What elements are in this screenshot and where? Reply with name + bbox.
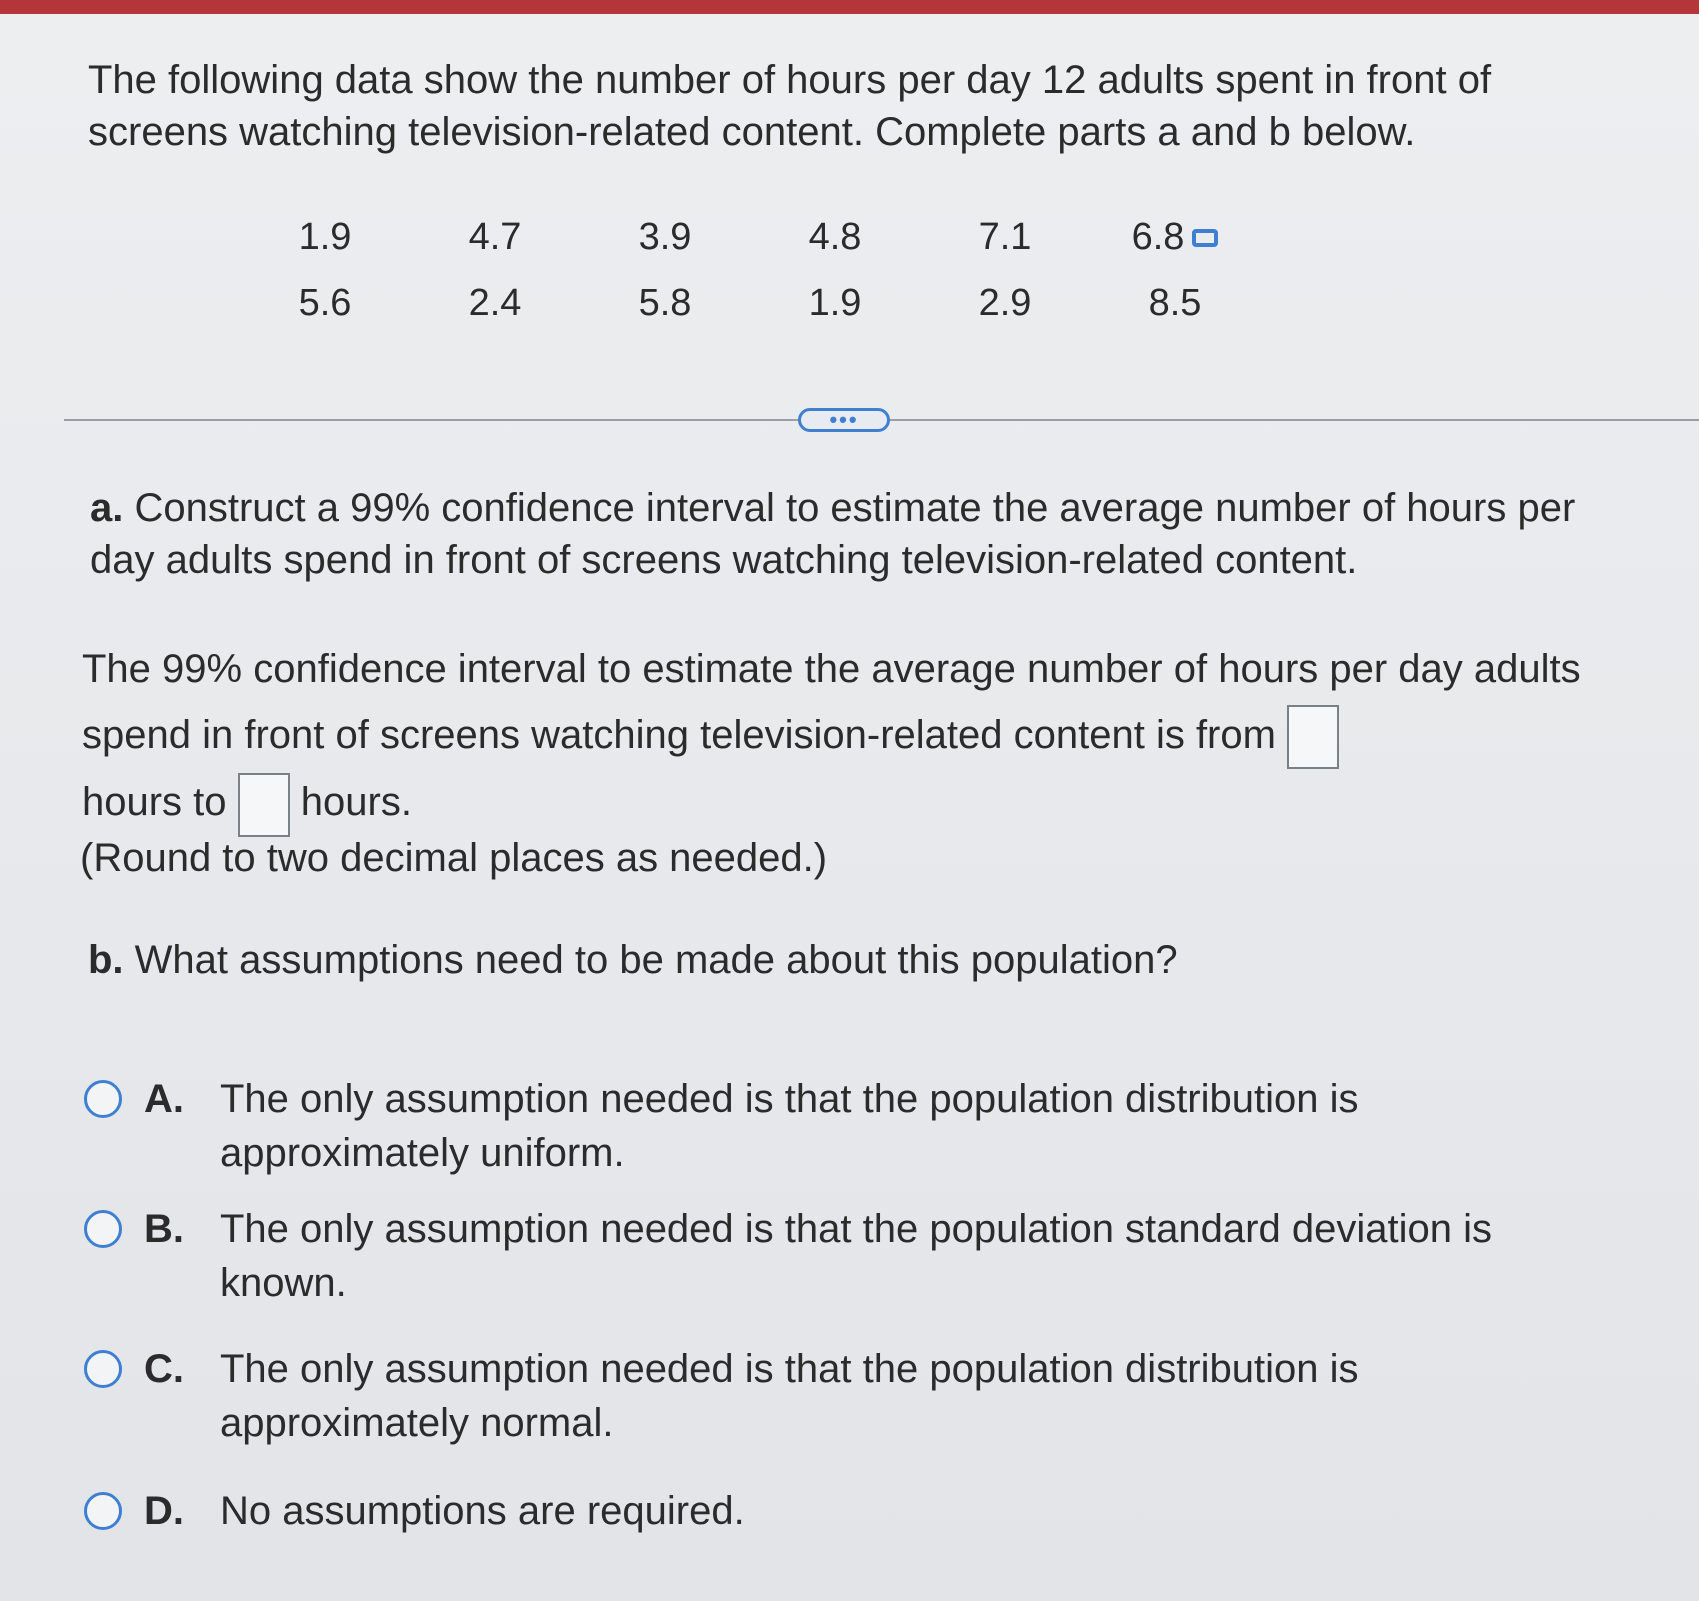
data-row <box>240 270 1260 336</box>
part-a-text: Construct a 99% confidence interval to estimate the average number of hours per day adults spend in front of screens watching television-related content. <box>90 486 1576 582</box>
part-b-text: What assumptions need to be made about this population? <box>134 938 1178 982</box>
option-text: The only assumption needed is that the population standard deviation is known. <box>220 1207 1492 1305</box>
part-a-answer <box>82 636 1642 837</box>
part-a-question <box>90 482 1650 586</box>
part-b-label: b. <box>88 938 124 982</box>
rounding-hint: (Round to two decimal places as needed.) <box>80 836 828 880</box>
top-color-strip <box>0 0 1699 14</box>
radio-button-icon[interactable] <box>84 1350 122 1388</box>
question-screen <box>0 14 1699 1601</box>
radio-button-icon[interactable] <box>84 1080 122 1118</box>
option-letter: D. <box>144 1489 184 1533</box>
data-cell: 2.9 <box>978 281 1032 324</box>
option-letter: C. <box>144 1347 184 1391</box>
question-intro: The following data show the number of hours per day 12 adults spent in front of screens watching television-related content. Complete parts a and b below. <box>88 58 1492 154</box>
data-row <box>240 204 1260 270</box>
data-cell: 1.9 <box>298 215 352 258</box>
option-letter: A. <box>144 1077 184 1121</box>
part-b-question <box>88 934 1178 986</box>
data-cell: 3.9 <box>638 215 692 258</box>
data-cell: 7.1 <box>978 215 1032 258</box>
data-cell: 4.7 <box>468 215 522 258</box>
answer-prefix: The 99% confidence interval to estimate the average number of hours per day adults spend in front of screens watching television-related content is from <box>82 647 1581 757</box>
data-cell: 8.5 <box>1148 281 1202 324</box>
upper-bound-input[interactable] <box>238 773 290 837</box>
answer-mid: hours to <box>82 780 227 825</box>
data-table <box>240 204 1260 336</box>
data-cell: 5.6 <box>298 281 352 324</box>
data-cell: 2.4 <box>468 281 522 324</box>
lower-bound-input[interactable] <box>1287 705 1339 769</box>
radio-button-icon[interactable] <box>84 1210 122 1248</box>
option-text: No assumptions are required. <box>220 1489 745 1533</box>
option-text: The only assumption needed is that the population distribution is approximately normal. <box>220 1347 1359 1445</box>
data-cell-value: 6.8 <box>1131 215 1185 258</box>
radio-button-icon[interactable] <box>84 1492 122 1530</box>
option-text: The only assumption needed is that the population distribution is approximately uniform. <box>220 1077 1359 1175</box>
part-a-label: a. <box>90 486 124 530</box>
more-options-button[interactable]: ••• <box>798 408 890 432</box>
answer-suffix: hours. <box>300 780 412 825</box>
data-cell: 5.8 <box>638 281 692 324</box>
copy-data-icon[interactable] <box>1192 229 1218 247</box>
data-cell-with-copy <box>1090 204 1260 270</box>
data-cell: 4.8 <box>808 215 862 258</box>
data-cell: 1.9 <box>808 281 862 324</box>
option-letter: B. <box>144 1207 184 1251</box>
